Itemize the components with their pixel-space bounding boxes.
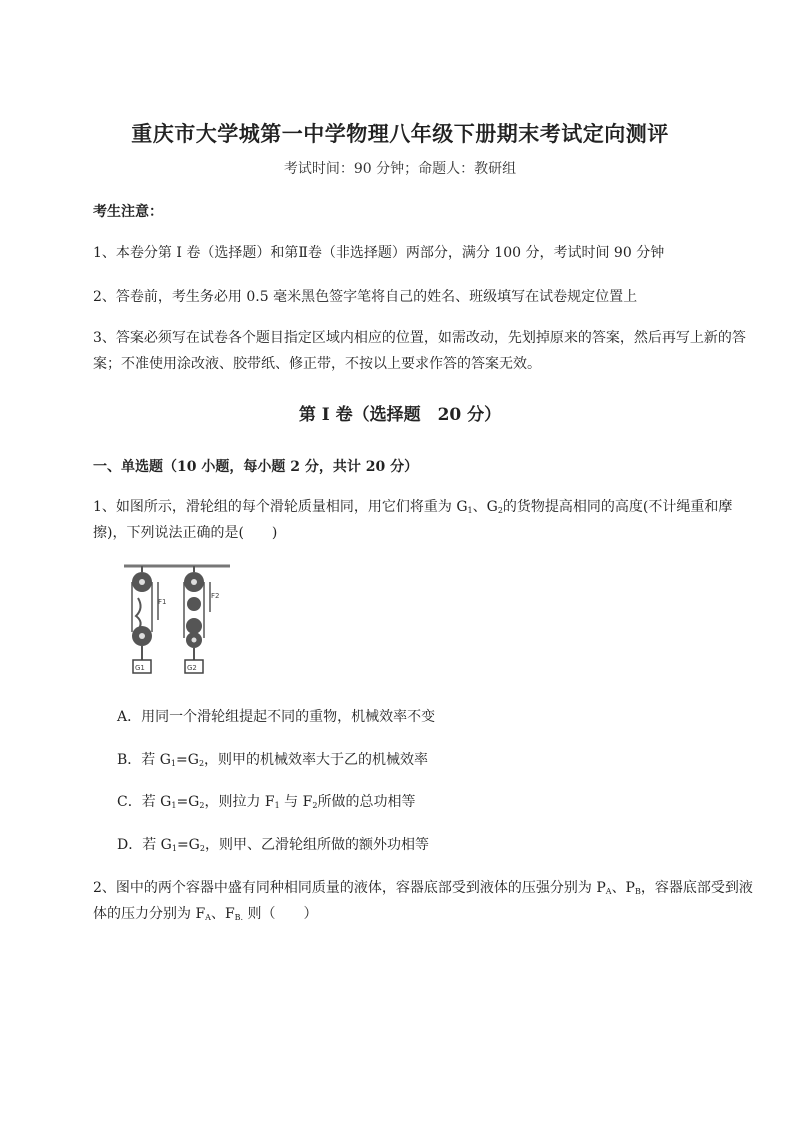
notice-heading: 考生注意： [93, 204, 163, 220]
label-g2: G2 [187, 664, 197, 672]
label-g1: G1 [135, 664, 145, 672]
pulley-figure [118, 560, 236, 684]
pulley-system-b [184, 566, 210, 673]
option-b[interactable]: B．若 $G_1=G_2$，则甲的机械效率大于乙的机械效率 [117, 752, 429, 768]
notice-item-1: 1、本卷分第 I 卷（选择题）和第Ⅱ卷（非选择题）两部分，满分 100 分，考试时间 90 分钟 [93, 245, 665, 261]
label-f1: F1 [158, 598, 167, 606]
option-a[interactable]: A．用同一个滑轮组提起不同的重物，机械效率不变 [117, 709, 436, 725]
notice-item-3: 3、答案必须写在试卷各个题目指定区域内相应的位置，如需改动，先划掉原来的答案，然后再写上新的答案；不准使用涂改液、胶带纸、修正带，不按以上要求作答的答案无效。 [93, 330, 746, 372]
pulley-system-a [132, 566, 158, 673]
label-f2: F2 [211, 592, 220, 600]
exam-subtitle: 考试时间：90 分钟；命题人：教研组 [283, 161, 517, 177]
section-title: 第 I 卷（选择题 20 分） [298, 405, 502, 425]
question-2-stem: 2、图中的两个容器中盛有同种相同质量的液体，容器底部受到液体的压强分别为 $P_A$、$P_B$，容器底部受到液体的压力分别为 $F_A$、$F_{B.}$ 则（ ） [93, 880, 753, 922]
page-title: 重庆市大学城第一中学物理八年级下册期末考试定向测评 [131, 121, 669, 146]
part-heading: 一、单选题（10 小题，每小题 2 分，共计 20 分） [93, 459, 419, 475]
option-c[interactable]: C．若 $G_1=G_2$，则拉力 $F_1$ 与 $F_2$所做的总功相等 [117, 794, 416, 810]
notice-item-2: 2、答卷前，考生务必用 0.5 毫米黑色签字笔将自己的姓名、班级填写在试卷规定位置上 [93, 289, 638, 305]
question-1-stem: 1、如图所示，滑轮组的每个滑轮质量相同，用它们将重为 $G_1$、$G_2$的货物提高相同的高度(不计绳重和摩擦)，下列说法正确的是( ) [93, 499, 733, 541]
option-d[interactable]: D．若 $G_1=G_2$，则甲、乙滑轮组所做的额外功相等 [117, 837, 429, 853]
